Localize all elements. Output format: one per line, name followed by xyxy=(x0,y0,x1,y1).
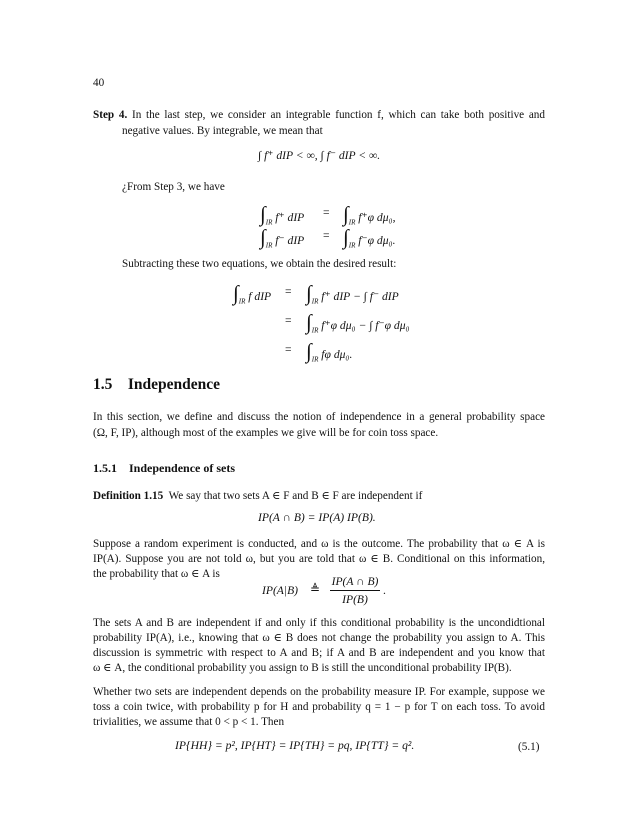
para1-line1: Suppose a random experiment is conducted, and ω is the outcome. The probability that ω ∈ A is xyxy=(93,538,545,550)
eq2-lhs: $\int_{IR}$ f⁻ dIP xyxy=(260,225,305,250)
para1-line2: IP(A). Suppose you are not told ω, but you are told that ω ∈ B. Conditional on this information, xyxy=(93,553,545,565)
cond-prob-numerator: IP(A ∩ B) xyxy=(331,575,379,588)
step4-label: Step 4. xyxy=(93,109,128,121)
para2-line4: ω ∈ A, the conditional probability you assign to B is still the unconditional probability IP(B). xyxy=(93,662,512,674)
fraction-bar xyxy=(330,590,380,591)
result-equals-1: = xyxy=(285,285,292,298)
equation-integrability: ∫ f⁺ dIP < ∞, ∫ f⁻ dIP < ∞. xyxy=(258,149,381,162)
result-rhs-2: $\int_{IR}$ f⁺φ dμ₀ − ∫ f⁻φ dμ₀ xyxy=(306,310,410,335)
eq2-rhs: $\int_{IR}$ f⁻φ dμ₀. xyxy=(343,225,396,250)
para3-line2: toss a coin twice, with probability p for H and probability q = 1 − p for T on each toss. To avoid xyxy=(93,701,545,713)
eq1-rhs: $\int_{IR}$ f⁺φ dμ₀, xyxy=(343,202,396,227)
from-step3-text: ¿From Step 3, we have xyxy=(122,181,225,193)
para3-line3: trivialities, we assume that 0 < p < 1. Then xyxy=(93,716,285,728)
result-rhs-3: $\int_{IR}$ fφ dμ₀. xyxy=(306,339,353,364)
result-rhs-1: $\int_{IR}$ f⁺ dIP − ∫ f⁻ dIP xyxy=(306,281,399,306)
subsection-heading: 1.5.1 Independence of sets xyxy=(93,461,236,475)
definition-equation: IP(A ∩ B) = IP(A) IP(B). xyxy=(258,511,376,524)
result-lhs: $\int_{IR}$ f dIP xyxy=(233,281,272,306)
para3-line1: Whether two sets are independent depends on the probability measure IP. For example, suppose we xyxy=(93,686,545,698)
eq1-lhs: $\int_{IR}$ f⁺ dIP xyxy=(260,202,305,227)
cond-prob-def: ≜ xyxy=(310,582,321,596)
step4-line2: negative values. By integrable, we mean that xyxy=(122,125,323,137)
eq1-equals: = xyxy=(323,206,330,219)
definition-line: Definition 1.15 We say that two sets A ∈ F and B ∈ F are independent if xyxy=(93,490,423,502)
result-equals-2: = xyxy=(285,314,292,327)
page-number: 40 xyxy=(93,77,105,89)
cond-prob-lhs: IP(A|B) xyxy=(262,584,299,597)
section-heading: 1.5 Independence xyxy=(93,376,221,393)
cond-prob-denominator: IP(B) xyxy=(342,593,368,606)
coin-toss-equation: IP{HH} = p², IP{HT} = IP{TH} = pq, IP{TT} = q². xyxy=(175,739,415,752)
para2-line1: The sets A and B are independent if and only if this conditional probability is the uncondidtional xyxy=(93,617,545,629)
definition-label: Definition 1.15 xyxy=(93,490,164,502)
subtracting-text: Subtracting these two equations, we obtain the desired result: xyxy=(122,258,397,270)
section-intro-line2: (Ω, F, IP), although most of the examples we give will be for coin toss space. xyxy=(93,427,439,439)
step4-line1: Step 4. In the last step, we consider an integrable function f, which can take both positive and xyxy=(93,109,545,121)
cond-prob-end: . xyxy=(383,584,386,597)
equation-number: (5.1) xyxy=(518,741,540,753)
para2-line3: discussion is symmetric with respect to A and B; if A and B are independent and you know that xyxy=(93,647,545,659)
para2-line2: probability IP(A), i.e., knowing that ω ∈ B does not change the probability you assign to A. This xyxy=(93,632,545,644)
section-intro-line1: In this section, we define and discuss the notion of independence in a general probability space xyxy=(93,411,545,423)
result-equals-3: = xyxy=(285,343,292,356)
para1-line3: the probability that ω ∈ A is xyxy=(93,568,220,580)
eq2-equals: = xyxy=(323,229,330,242)
